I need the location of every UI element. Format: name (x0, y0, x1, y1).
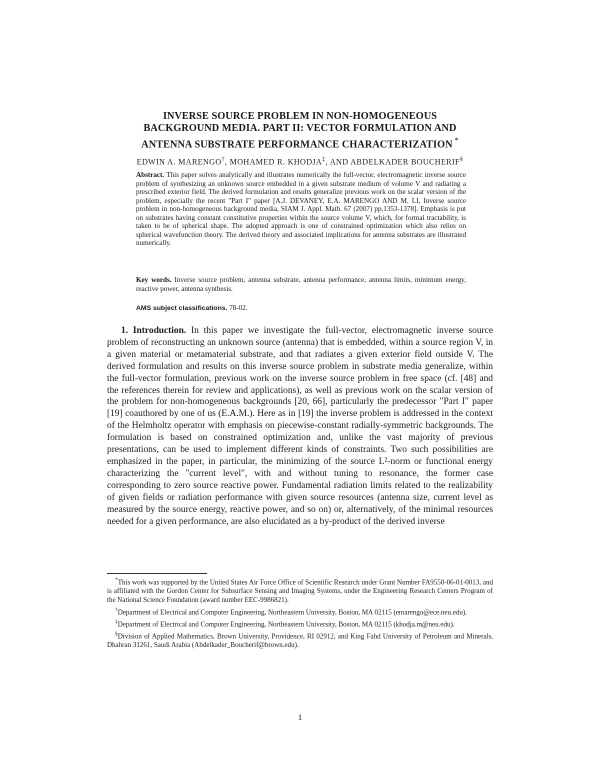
footnote-mark: § (115, 631, 118, 638)
footnote-divider (107, 573, 207, 574)
footnote (107, 618, 493, 629)
footnote-mark: ‡ (115, 619, 118, 626)
author-mark: † (221, 157, 225, 163)
author-name: EDWIN A. MARENGO (136, 157, 222, 167)
keywords-text: Inverse source problem, antenna substrate, antenna performance, antenna limits, minimum energy, reactive power, antenna synthesis. (136, 276, 466, 293)
footnote (107, 576, 493, 604)
author-mark: ‡ (322, 157, 326, 163)
title-line (108, 135, 492, 151)
footnote (107, 606, 493, 617)
footnotes (107, 576, 493, 651)
page-number: 1 (297, 712, 303, 722)
section-heading: 1. Introduction. (121, 326, 187, 336)
author-name: AND ABDELKADER BOUCHERIF (329, 157, 460, 167)
footnote-text: Department of Electrical and Computer Engineering, Northeastern University, Boston, MA 02115 (khodja.m@neu.edu). (117, 620, 455, 629)
footnote-mark: * (115, 577, 118, 583)
paper-title (108, 111, 492, 151)
introduction-text: In this paper we investigate the full-vector, electromagnetic inverse source problem of reconstructing an unknown source (antenna) that is embedded, within a source region V, in a given material or metamaterial substrate, and that radiates a given exterior field outside V. The derived formulation and results on this inverse source problem in substrate media generalize, within the full-vector formulation, previous work on the inverse source problem in free space (cf. [48] and the references therein for review and applications), as well as previous work on the scalar version of the problem for non-homogeneous backgrounds [20, 66], particularly the predecessor "Part I" paper [19] coauthored by one of us (E.A.M.). Here as in [19] the inverse problem is addressed in the context of the Helmholtz operator with emphasis on piecewise-constant radially-symmetric backgrounds. The formulation is based on constrained optimization and, unlike the vast majority of previous presentations, can be used to implement different kinds of constraints. Two such possibilities are emphasized in the paper, in particular, the minimizing of the source L²-norm or functional energy characterizing the "current level", with and without tuning to resonance, the former case corresponding to zero source reactive power. Fundamental radiation limits related to the realizability of given fields or radiation performance with given source resources (antenna size, current level as measured by the source energy, reactive power, and so on) or, alternatively, of the minimal resources needed for a given performance, are also elucidated as a by-product of the derived inverse (107, 326, 493, 527)
abstract (136, 171, 466, 248)
author-list: EDWIN A. MARENGO†, MOHAMED R. KHODJA‡, AND ABDELKADER BOUCHERIF§ (136, 157, 464, 167)
footnote-text: This work was supported by the United States Air Force Office of Scientific Research under Grant Number FA9550-06-01-0013, and is affiliated with the Gordon Center for Subsurface Sensing and Imaging Systems, under the Engineering Research Centers Program of the National Science Foundation (award number EEC-9986821). (107, 578, 493, 604)
abstract-label: Abstract. (136, 171, 165, 179)
ams-classification (136, 304, 466, 314)
title-footnote-mark: * (454, 136, 459, 145)
author-mark: § (459, 157, 464, 163)
title-line-text: ANTENNA SUBSTRATE PERFORMANCE CHARACTERIZATION (141, 139, 453, 151)
title-line: INVERSE SOURCE PROBLEM IN NON-HOMOGENEOUS (162, 111, 438, 122)
introduction-section (107, 326, 493, 528)
ams-text: 78-02. (229, 304, 248, 312)
ams-label: AMS subject classifications. (136, 305, 228, 312)
footnote-text: Division of Applied Mathematics, Brown University, Providence, RI 02912, and King Fahd University of Petroleum and Minerals, Dhahran 31261, Saudi Arabia (Abdelkader_Boucherif@brown.edu). (107, 632, 493, 650)
abstract-text: This paper solves analytically and illustrates numerically the full-vector, electromagnetic inverse source problem of synthesizing an unknown source embedded in a given substrate medium of volume V and radiating a prescribed exterior field. The derived formulation and results generalize previous work on the scalar version of the problem, especially the recent "Part I" paper [A.J. DEVANEY, E.A. MARENGO AND M. LI, Inverse source problem in non-homogeneous background media, SIAM J. Appl. Math. 67 (2007) pp.1353-1378]. Emphasis is put on substrates having constant constitutive properties within the source volume V, which, for formal tractability, is taken to be of spherical shape. The adopted approach is one of constrained optimization which also relies on spherical wavefunction theory. The derived theory and associated implications for antenna substrates are illustrated numerically. (136, 171, 466, 248)
footnote (107, 630, 493, 650)
footnote-text: Department of Electrical and Computer Engineering, Northeastern University, Boston, MA 02115 (emarengo@ece.neu.edu). (117, 607, 467, 616)
keywords-label: Key words. (136, 276, 172, 284)
title-line: BACKGROUND MEDIA. PART II: VECTOR FORMULATION AND (143, 123, 457, 134)
keywords (136, 276, 466, 293)
footnote-mark: † (115, 606, 118, 613)
author-name: MOHAMED R. KHODJA (229, 157, 323, 167)
